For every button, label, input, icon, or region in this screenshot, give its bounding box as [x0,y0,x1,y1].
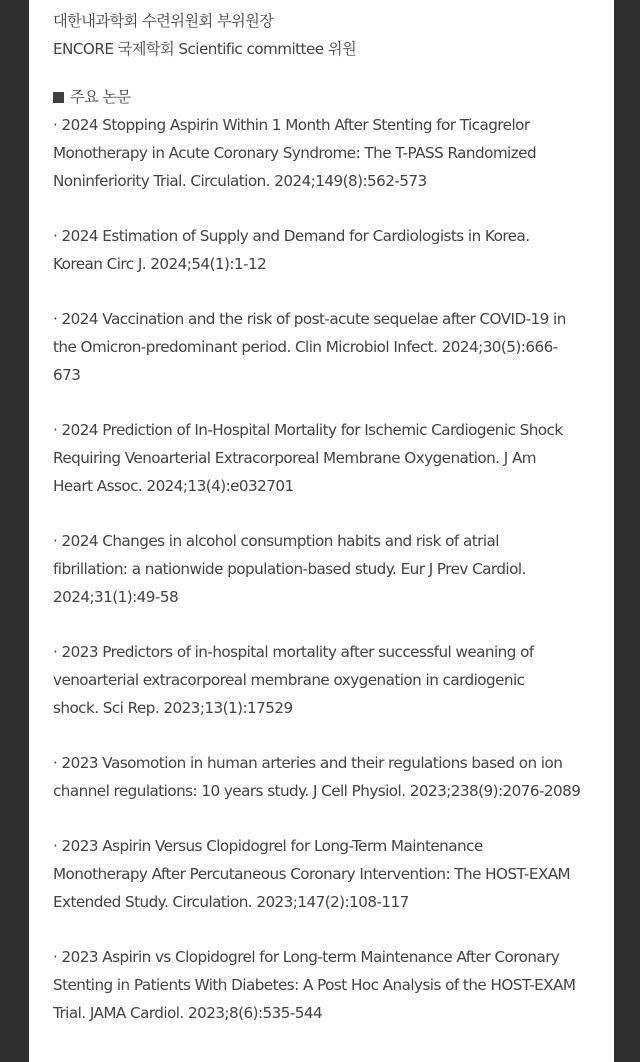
paper-line: Korean Circ J. 2024;54(1):1-12 [53,255,267,273]
paper-line: · 2024 Changes in alcohol consumption habits and risk of atrial [53,532,499,550]
paper-line: shock. Sci Rep. 2023;13(1):17529 [53,699,293,717]
paper-line: Monotherapy in Acute Coronary Syndrome: The T-PASS Randomized [53,144,537,162]
paper-item [53,943,606,1027]
role-item: 대한내과학회 수련위원회 부위원장 [53,12,274,30]
black-square-icon [53,92,64,103]
paper-item [53,111,606,195]
paper-line: Extended Study. Circulation. 2023;147(2):108-117 [53,893,409,911]
paper-line: Stenting in Patients With Diabetes: A Post Hoc Analysis of the HOST-EXAM [53,976,576,994]
paper-line: Requiring Venoarterial Extracorporeal Membrane Oxygenation. J Am [53,449,537,467]
paper-line: channel regulations: 10 years study. J Cell Physiol. 2023;238(9):2076-2089 [53,782,581,800]
paper-line: · 2023 Aspirin Versus Clopidogrel for Long-Term Maintenance [53,837,483,855]
paper-line: · 2024 Stopping Aspirin Within 1 Month After Stenting for Ticagrelor [53,116,530,134]
paper-line: the Omicron-predominant period. Clin Microbiol Infect. 2024;30(5):666- [53,338,558,356]
paper-line: · 2023 Aspirin vs Clopidogrel for Long-term Maintenance After Coronary [53,948,560,966]
paper-line: · 2024 Prediction of In-Hospital Mortality for Ischemic Cardiogenic Shock [53,421,563,439]
paper-item [53,638,606,722]
role-item: ENCORE 국제학회 Scientific committee 위원 [53,40,357,58]
paper-line: fibrillation: a nationwide population-based study. Eur J Prev Cardiol. [53,560,526,578]
paper-item [53,527,606,611]
paper-line: venoarterial extracorporeal membrane oxygenation in cardiogenic [53,671,525,689]
paper-line: · 2024 Estimation of Supply and Demand for Cardiologists in Korea. [53,227,530,245]
paper-line: Monotherapy After Percutaneous Coronary Intervention: The HOST-EXAM [53,865,571,883]
paper-item [53,416,606,500]
paper-line: 673 [53,366,81,384]
paper-line: Trial. JAMA Cardiol. 2023;8(6):535-544 [53,1004,323,1022]
paper-line: · 2023 Vasomotion in human arteries and their regulations based on ion [53,754,563,772]
paper-line: · 2023 Predictors of in-hospital mortality after successful weaning of [53,643,534,661]
section-heading-text: 주요 논문 [70,88,131,106]
section-heading-major-papers [53,83,606,111]
paper-item [53,749,606,805]
paper-line: Heart Assoc. 2024;13(4):e032701 [53,477,294,495]
papers-list [53,111,606,1027]
roles-list [53,7,606,63]
paper-item [53,305,606,389]
paper-item [53,832,606,916]
paper-line: · 2024 Vaccination and the risk of post-acute sequelae after COVID-19 in [53,310,566,328]
profile-content-panel [29,0,614,1062]
paper-item [53,222,606,278]
paper-line: Noninferiority Trial. Circulation. 2024;149(8):562-573 [53,172,427,190]
paper-line: 2024;31(1):49-58 [53,588,179,606]
